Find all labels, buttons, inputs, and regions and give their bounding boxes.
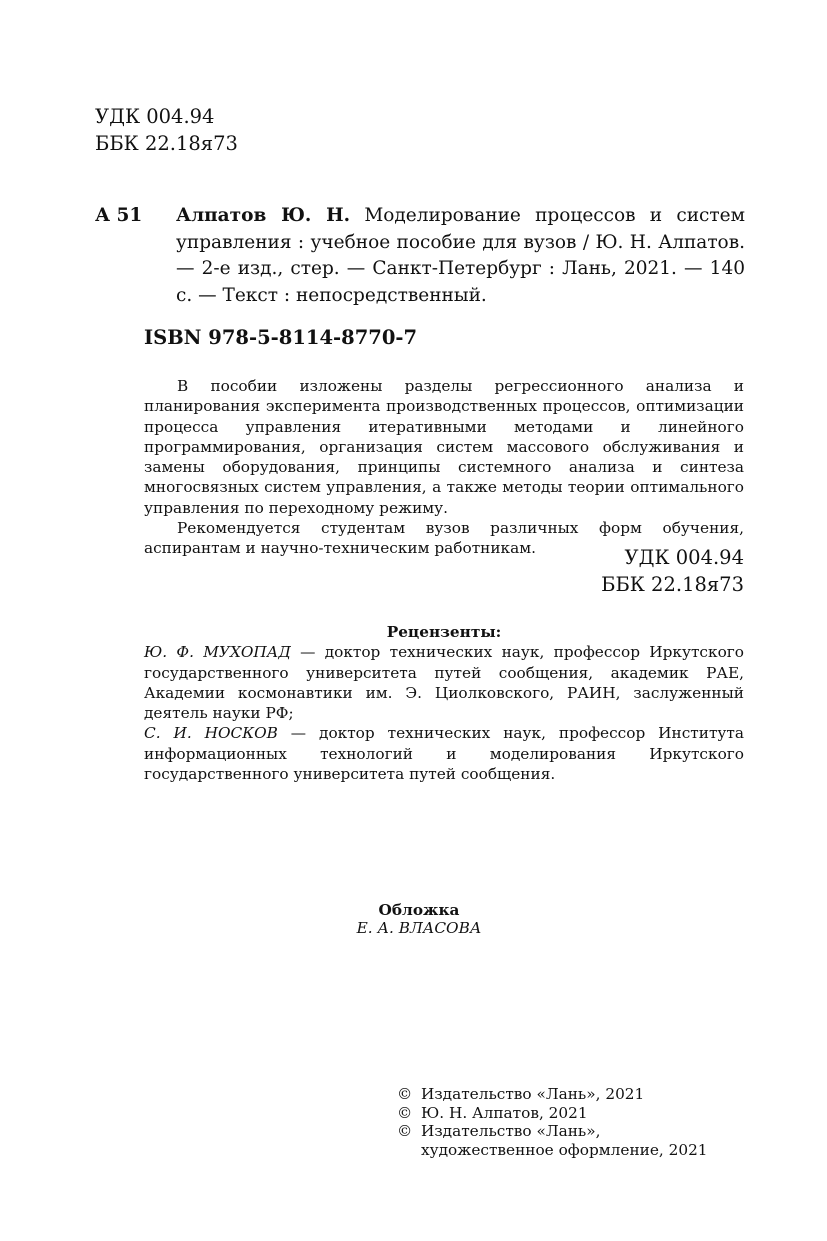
- annotation-paragraph: Рекомендуется студентам вузов различных форм обучения, аспирантам и научно-техническим работникам.: [144, 519, 744, 558]
- author-name: Алпатов Ю. Н.: [176, 205, 351, 226]
- copyright-symbol: ©: [397, 1103, 413, 1122]
- reviewer-name: Ю. Ф. МУХОПАД: [144, 643, 291, 662]
- copyright-symbol: ©: [397, 1085, 413, 1103]
- copyright-block: [397, 1085, 708, 1159]
- bbk-code-top: ББК 22.18я73: [95, 132, 238, 155]
- reviewer-credentials: — доктор технических наук, профессор Института информационных технологий и моделирования Иркутского государственного университета путей сообщения.: [144, 724, 744, 784]
- reviewer-item: [144, 642, 744, 723]
- cover-designer-name: Е. А. ВЛАСОВА: [356, 919, 482, 937]
- author-cipher: А 51: [95, 205, 143, 226]
- copyright-text: Издательство «Лань», 2021: [421, 1085, 645, 1103]
- copyright-symbol: ©: [397, 1122, 413, 1140]
- bibliographic-entry: [95, 203, 745, 309]
- cover-title: Обложка: [378, 901, 460, 919]
- copyright-text: Издательство «Лань», художественное оформление, 2021: [421, 1122, 708, 1159]
- reviewer-item: [144, 723, 744, 784]
- copyright-line: [397, 1122, 708, 1159]
- udk-code-top: УДК 004.94: [95, 105, 215, 128]
- top-classification-codes: [95, 103, 238, 157]
- bottom-classification-codes: [560, 544, 744, 598]
- book-description: Моделирование процессов и систем управления : учебное пособие для вузов / Ю. Н. Алпатов. — 2-е изд., стер. — Санкт-Петербург : Лань, 2021. — 140 с. — Текст : непосредственный.: [176, 205, 745, 306]
- cover-credit: [144, 901, 694, 937]
- bibliographic-description: [176, 203, 745, 309]
- copyright-line: [397, 1085, 708, 1104]
- udk-code-bottom: УДК 004.94: [624, 546, 744, 569]
- reviewer-name: С. И. НОСКОВ: [144, 724, 278, 743]
- bbk-code-bottom: ББК 22.18я73: [601, 573, 744, 596]
- reviewers-section: [144, 622, 744, 784]
- isbn: ISBN 978-5-8114-8770-7: [144, 326, 418, 349]
- reviewers-title: Рецензенты:: [386, 623, 502, 641]
- copyright-text: Ю. Н. Алпатов, 2021: [421, 1103, 588, 1122]
- annotation: [144, 376, 744, 559]
- annotation-paragraph: В пособии изложены разделы регрессионного анализа и планирования эксперимента производственных процессов, оптимизации процесса управления итеративными методами и линейного программирования, организация систем массового обслуживания и замены оборудования, принципы системного анализа и синтеза многосвязных систем управления, а также методы теории оптимального управления по переходному режиму.: [144, 377, 744, 517]
- reviewer-credentials: — доктор технических наук, профессор Иркутского государственного университета путей сообщения, академик РАЕ, Академии космонавтики им. Э. Циолковского, РАИН, заслуженный деятель науки РФ;: [144, 643, 744, 723]
- copyright-line: [397, 1104, 708, 1123]
